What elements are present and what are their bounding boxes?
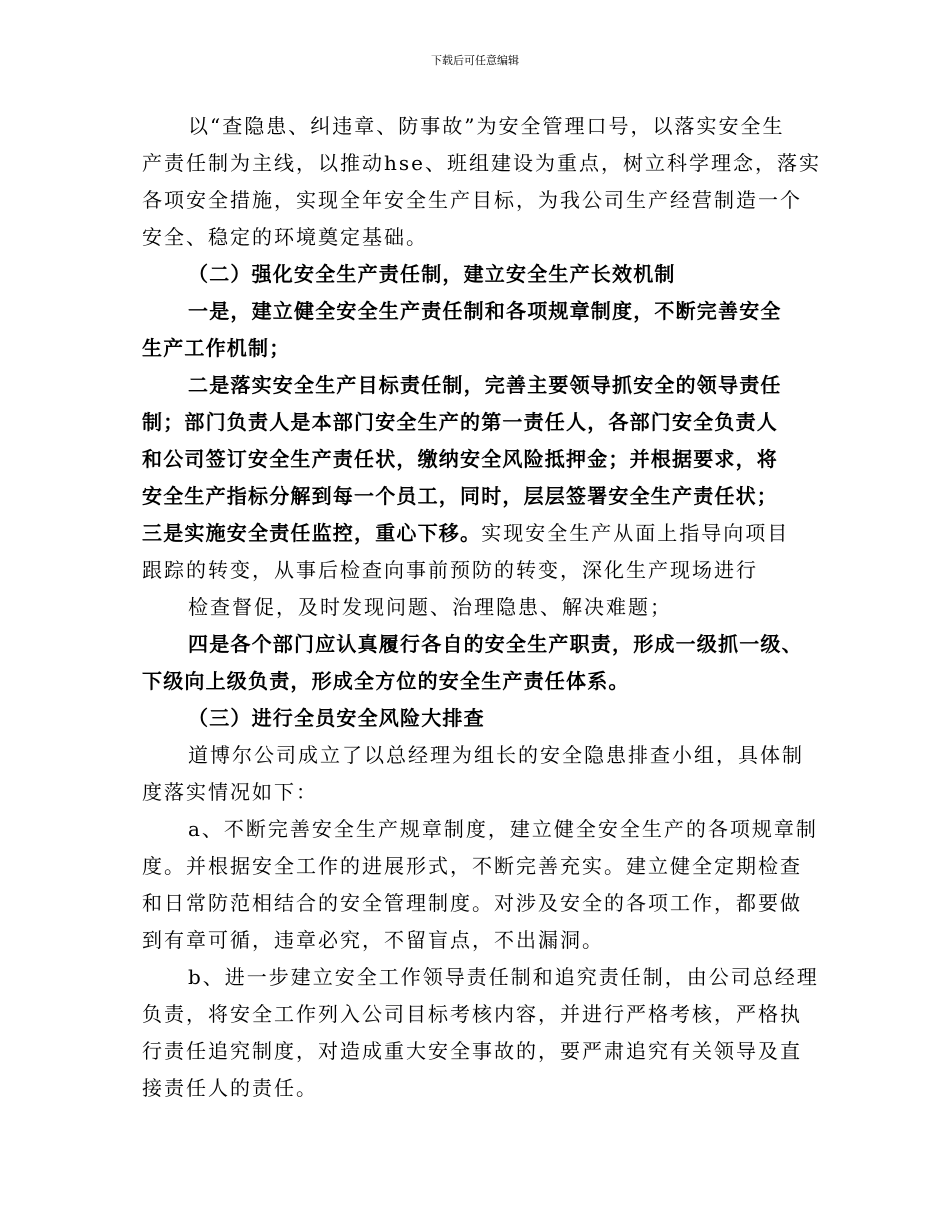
text-line-main: 和公司签订安全生产责任状，缴纳安全风险抵押金；并根据要求，将 [142,447,778,471]
text-line [142,811,832,848]
text-line-main: 制；部门负责人是本部门安全生产的第一责任人，各部门安全负责人 [142,410,778,434]
text-line [142,108,832,145]
text-line-main: （三）进行全员安全风险大排查 [188,706,485,730]
text-line-main: 三是实施安全责任监控，重心下移。 [142,521,482,545]
text-line [142,404,832,441]
text-line-main: 度。并根据安全工作的进展形式，不断完善充实。建立健全定期检查 [142,854,802,878]
text-line-main: 下级向上级负责，形成全方位的安全生产责任体系。 [142,669,630,693]
text-line-main: 和日常防范相结合的安全管理制度。对涉及安全的各项工作，都要做 [142,891,802,915]
text-line [142,663,832,700]
text-line-main: 行责任追究制度，对造成重大安全事故的，要严肃追究有关领导及直 [142,1039,802,1063]
text-line [142,589,832,626]
text-line [142,182,832,219]
text-line [142,552,832,589]
text-line-main: 四是各个部门应认真履行各自的安全生产职责，形成一级抓一级、 [188,632,803,656]
text-line [142,885,832,922]
text-line [142,848,832,885]
text-line [142,219,832,256]
text-line-main: 二是落实安全生产目标责任制，完善主要领导抓安全的领导责任 [188,373,782,397]
text-line [142,922,832,959]
text-line [142,367,832,404]
text-line [142,145,832,182]
text-line [142,700,832,737]
text-line-main: b、进一步建立安全工作领导责任制和追究责任制，由公司总经理 [188,965,819,989]
text-line-main: 检查督促，及时发现问题、治理隐患、解决难题； [188,595,672,619]
text-line-main: 负责，将安全工作列入公司目标考核内容，并进行严格考核，严格执 [142,1002,802,1026]
text-line-main: 生产工作机制； [142,336,291,360]
text-line-main: 安全、稳定的环境奠定基础。 [142,225,428,249]
text-line-tail: 实现安全生产从面上指导向项目 [481,521,790,545]
text-line [142,330,832,367]
text-line-main: 度落实情况如下： [142,780,318,804]
text-line-main: 跟踪的转变，从事后检查向事前预防的转变，深化生产现场进行 [142,558,758,582]
text-line [142,256,832,293]
text-line [142,293,832,330]
text-line-main: 安全生产指标分解到每一个员工，同时，层层签署安全生产责任状； [142,484,778,508]
text-line [142,626,832,663]
text-line [142,1033,832,1070]
page-header: 下载后可任意编辑 [431,54,519,67]
text-line-main: 接责任人的责任。 [142,1076,318,1100]
text-line-main: 道博尔公司成立了以总经理为组长的安全隐患排查小组，具体制 [188,743,804,767]
text-line [142,737,832,774]
text-line-main: 产责任制为主线，以推动hse、班组建设为重点，树立科学理念，落实 [142,151,821,175]
text-line [142,774,832,811]
text-line-main: 以“查隐患、纠违章、防事故”为安全管理口号，以落实安全生 [188,114,785,138]
text-line [142,959,832,996]
text-line [142,441,832,478]
text-line [142,478,832,515]
text-line [142,1070,832,1107]
text-line-main: a、不断完善安全生产规章制度，建立健全安全生产的各项规章制 [188,817,818,841]
text-line [142,515,832,552]
text-line-main: 各项安全措施，实现全年安全生产目标，为我公司生产经营制造一个 [142,188,802,212]
document-body [142,108,832,1107]
text-line-main: 一是，建立健全安全生产责任制和各项规章制度，不断完善安全 [188,299,782,323]
text-line-main: 到有章可循，违章必究，不留盲点，不出漏洞。 [142,928,604,952]
text-line [142,996,832,1033]
text-line-main: （二）强化安全生产责任制，建立安全生产长效机制 [188,262,676,286]
